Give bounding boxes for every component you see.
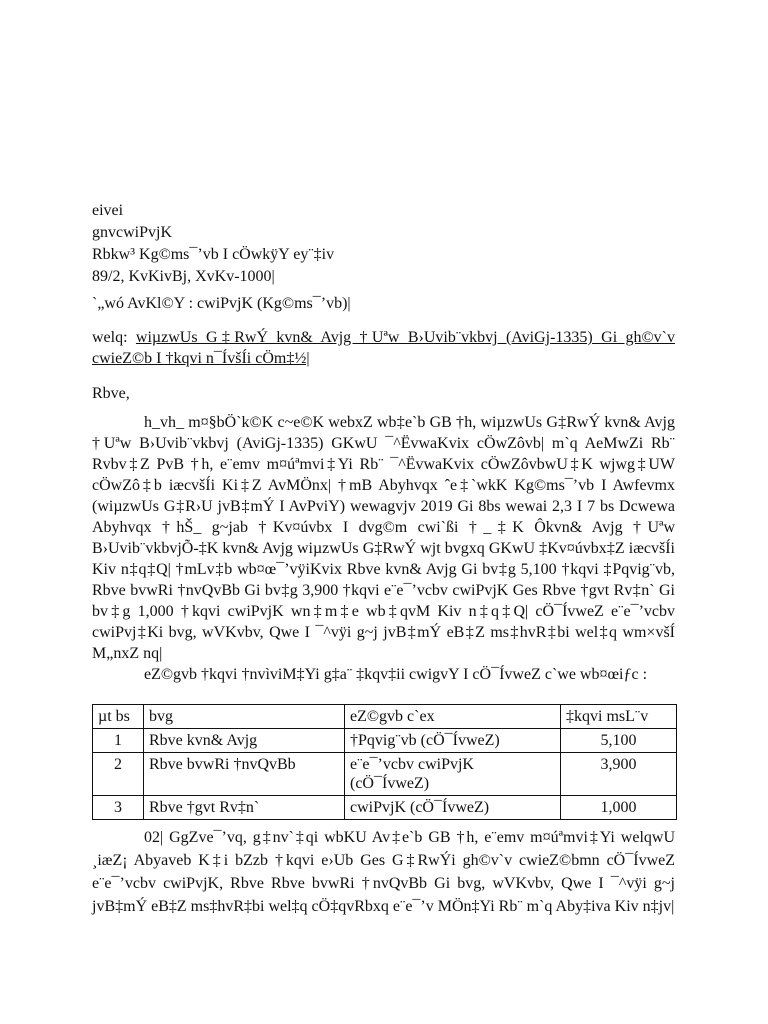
subject-line [92,327,675,369]
col-header-shares: ‡kqvi msL¨v [561,705,677,729]
body-paragraph-2: eZ©gvb †kqvi †nvìviM‡Yi g‡a¨ ‡kqv‡ii cwigvY I cÖ¯ÍvweZ c`we wb¤œiƒc : [144,666,648,683]
body-paragraph-1: h_vh_ m¤§bÖ`k©K c~e©K webxZ wb‡e`b GB †h, wiµzwUs G‡RwÝ kvn& Avjg †Uªw B›Uvib¨vkbvj (AviGj-1335) GKwU ¯^ËvwaKvix cÖwZôvb| m`q AeMwZi Rb¨ Rvbv‡Z PvB †h, e¨emv m¤úªmvi‡Yi Rb¨ ¯^ËvwaKvix cÖwZôvbwU‡K wjwg‡UW cÖwZô‡b iæcvšÍi Ki‡Z AvMÖnx| †mB Abyhvqx ˆe‡`wkK Kg©ms¯’vb I Awfevmx (wiµzwUs G‡R›U jvB‡mÝ I AvPviY) wewagvjv 2019 Gi 8bs wewai 2,3 I 7 bs Dcwewa Abyhvqx †hŠ_ g~jab †Kv¤úvbx I dvg©m cwi`ßi †_‡K Ôkvn& Avjg †Uªw B›Uvib¨vkbvjÕ-‡K kvn& Avjg wiµzwUs G‡RwÝ wjt bvgxq GKwU ‡Kv¤úvbx‡Z iæcvšÍi Kiv n‡q‡Q| †mLv‡b wb¤œ¯’vÿiKvix Rbve kvn& Avjg Gi bv‡g 5,100 †kqvi ‡Pqvig¨vb, Rbve bvwRi †nvQvBb Gi bv‡g 3,900 †kqvi e¨e¯’vcbv cwiPvjK Ges Rbve †gvt Rv‡n` Gi bv‡g 1,000 †kqvi cwiPvjK wn‡m‡e wb‡qvM Kiv n‡q‡Q| cÖ¯ÍvweZ e¨e¯’vcbv cwiPvj‡Ki bvg, wVKvbv, Qwe I ¯^vÿi g~j jvB‡mÝ eB‡Z ms‡hvR‡bi wel‡q wm×všÍ M„nxZ nq| [92,414,675,662]
cell-shares: 5,100 [561,729,677,753]
body-paragraph-3: 02| GgZve¯’vq, g‡nv`‡qi wbKU Av‡e`b GB †h, e¨emv m¤úªmvi‡Yi welqwU ¸iæZ¡ Abyaveb K‡i bZzb †kqvi e›Ub Ges G‡RwÝi gh©v`v cwieZ©bmn cÖ¯ÍvweZ e¨e¯’vcbv cwiPvjK, Rbve Rbve bvwRi †nvQvBb Gi bvg, wVKvbv, Qwe I ¯^vÿi g~j jvB‡mÝ eB‡Z ms‡hvR‡bi wel‡q cÖ‡qvRbxq e¨e¯’v MÖn‡Yi Rb¨ m`q Aby‡iva Kiv n‡jv| [92,829,675,915]
address-line: 89/2, KvKivBj, XvKv-1000| [92,268,275,285]
cell-shares: 1,000 [561,796,677,820]
col-header-name: bvg [144,705,345,729]
attention-line: `„wó AvKl©Y : cwiPvjK (Kg©ms¯’vb)| [92,295,351,312]
col-header-serial: µt bs [93,705,144,729]
cell-designation: †Pqvig¨vb (cÖ¯ÍvweZ) [345,729,561,753]
cell-name: Rbve †gvt Rv‡n` [144,796,345,820]
share-allocation-table [92,704,677,820]
cell-designation: cwiPvjK (cÖ¯ÍvweZ) [345,796,561,820]
address-line: eivei [92,202,124,219]
recipient-address [92,200,692,288]
table-row [93,729,677,753]
col-header-designation: eZ©gvb c`ex [345,705,561,729]
cell-name: Rbve bvwRi †nvQvBb [144,753,345,796]
cell-shares: 3,900 [561,753,677,796]
address-line: gnvcwiPvjK [92,224,172,241]
cell-serial: 3 [93,796,144,820]
cell-serial: 1 [93,729,144,753]
table-header-row [93,705,677,729]
address-line: Rbkw³ Kg©ms¯’vb I cÖwkÿY ey¨‡iv [92,246,335,263]
table-row [93,753,677,796]
cell-name: Rbve kvn& Avjg [144,729,345,753]
table-row [93,796,677,820]
subject-label: welq: [92,329,128,346]
cell-serial: 2 [93,753,144,796]
cell-designation: e¨e¯’vcbv cwiPvjK (cÖ¯ÍvweZ) [345,753,561,796]
subject-text: wiµzwUs G‡RwÝ kvn& Avjg †Uªw B›Uvib¨vkbvj (AviGj-1335) Gi gh©v`v cwieZ©b I †kqvi n¯ÍvšÍi cÖm‡½| [92,329,675,367]
salutation: Rbve, [92,385,130,402]
